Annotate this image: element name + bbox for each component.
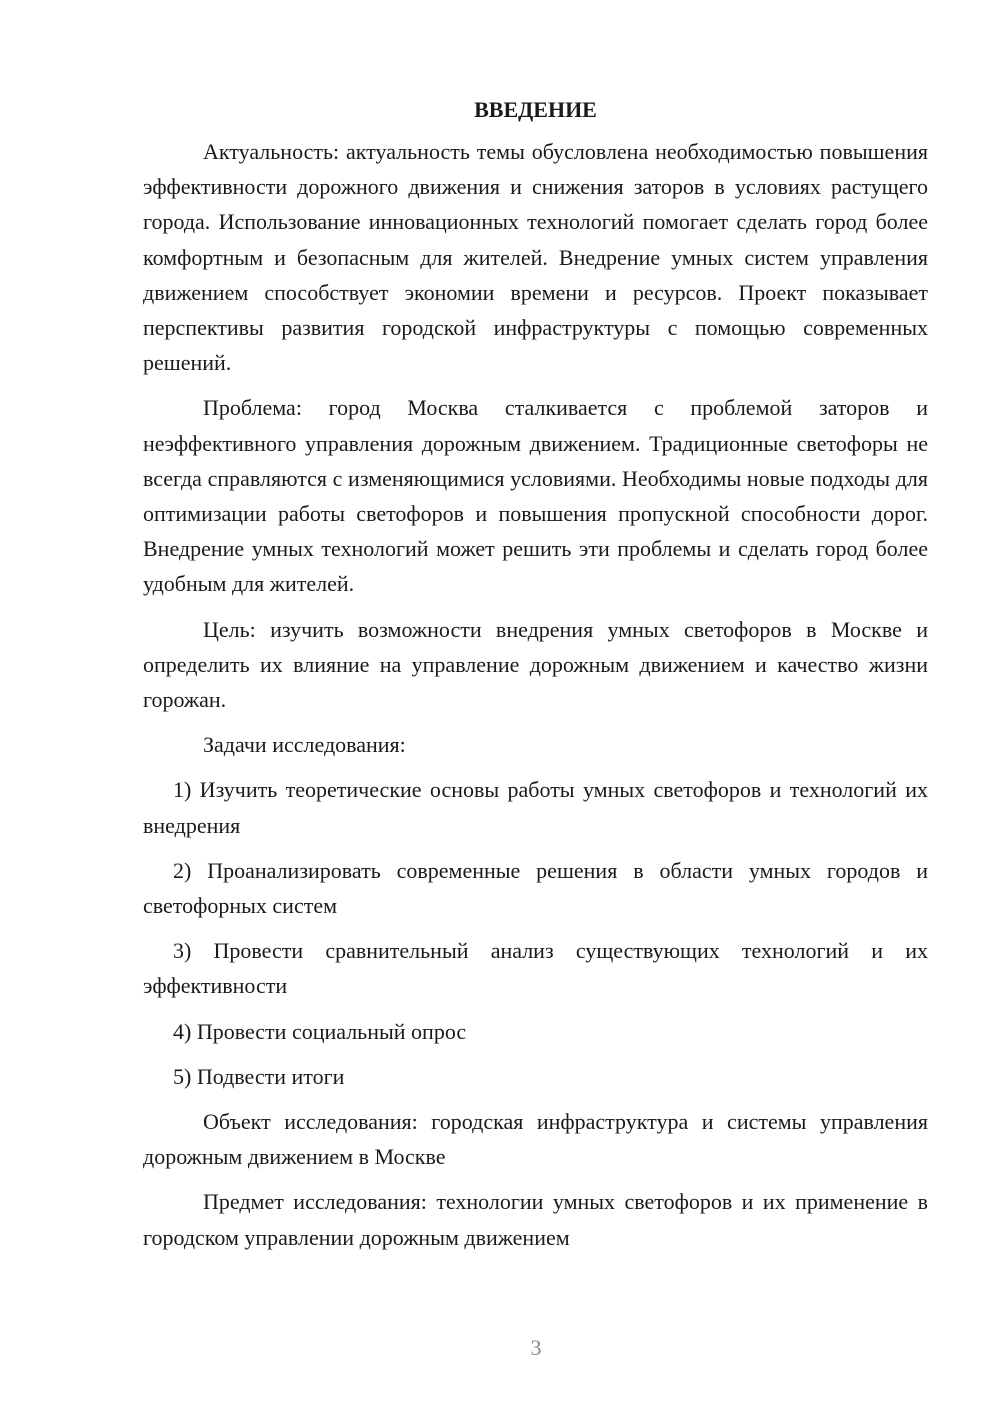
paragraph-goal: Цель: изучить возможности внедрения умных светофоров в Москве и определить их влияние на управление дорожным движением и качество жизни горожан.	[143, 616, 928, 713]
tasks-heading: Задачи исследования:	[203, 732, 406, 758]
paragraph-relevance: Актуальность: актуальность темы обусловлена необходимостью повышения эффективности дорожного движения и снижения заторов в условиях растущего города. Использование инновационных технологий помогает сделать город более комфортным и безопасным для жителей. Внедрение умных систем управления движением способствует экономии времени и ресурсов. Проект показывает перспективы развития городской инфраструктуры с помощью современных решений.	[143, 139, 928, 376]
paragraph-problem: Проблема: город Москва сталкивается с проблемой заторов и неэффективного управления дорожным движением. Традиционные светофоры не всегда справляются с изменяющимися условиями. Необходимы новые подходы для оптимизации работы светофоров и повышения пропускной способности дорог. Внедрение умных технологий может решить эти проблемы и сделать город более удобным для жителей.	[143, 395, 928, 597]
paragraph-object: Объект исследования: городская инфраструктура и системы управления дорожным движением в Москве	[143, 1109, 928, 1170]
section-title: ВВЕДЕНИЕ	[474, 97, 597, 122]
task-item-1: 1) Изучить теоретические основы работы умных светофоров и технологий их внедрения	[143, 777, 928, 838]
task-item-5: 5) Подвести итоги	[173, 1063, 345, 1089]
task-item-2: 2) Проанализировать современные решения в области умных городов и светофорных систем	[143, 857, 928, 919]
page-number: 3	[530, 1335, 542, 1360]
task-item-4: 4) Провести социальный опрос	[173, 1018, 467, 1044]
task-item-3: 3) Провести сравнительный анализ существующих технологий и их эффективности	[143, 938, 928, 999]
page-content	[143, 92, 928, 1255]
paragraph-subject: Предмет исследования: технологии умных светофоров и их применение в городском управлении дорожным движением	[143, 1189, 928, 1250]
